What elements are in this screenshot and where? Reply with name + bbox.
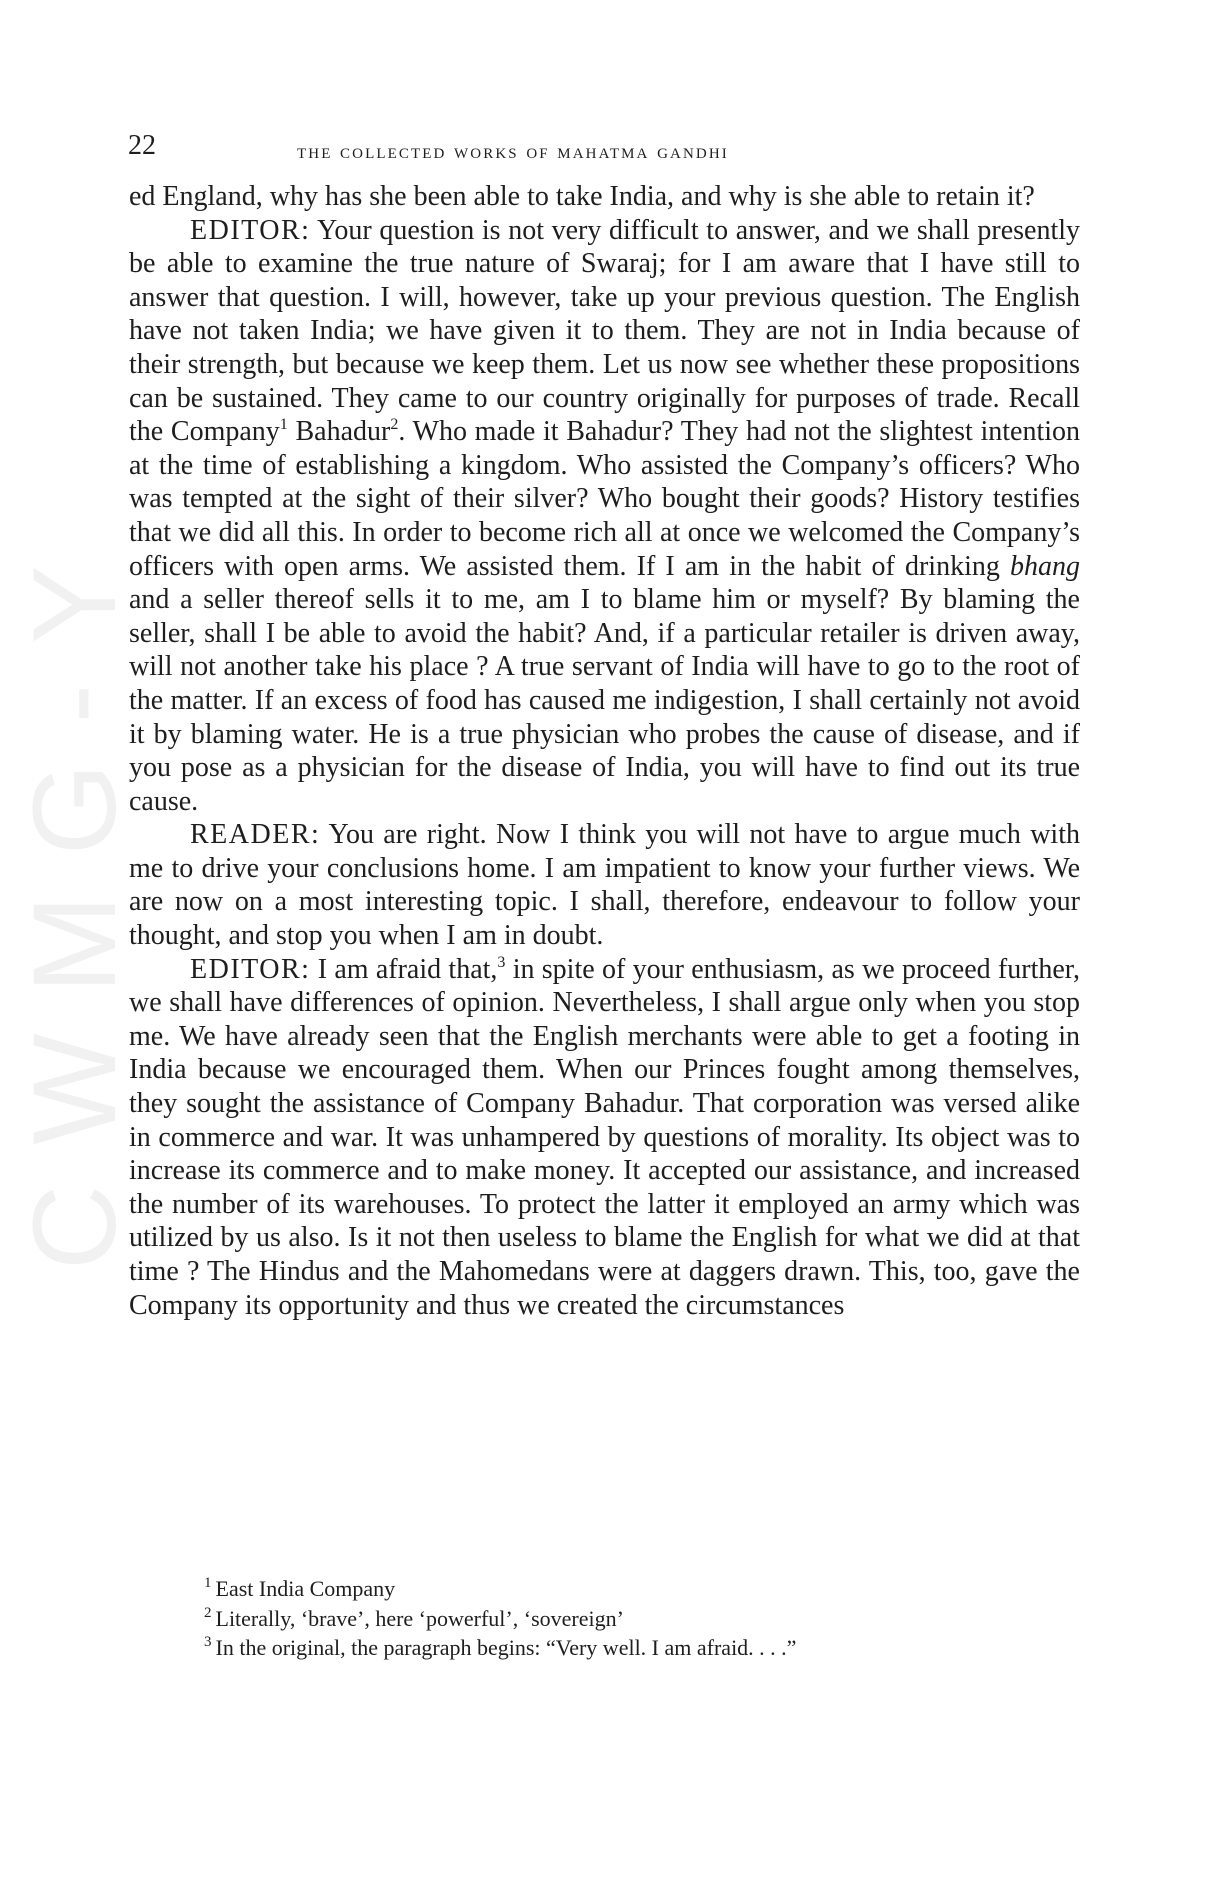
watermark: CWMG-Y xyxy=(9,525,141,1270)
page-number: 22 xyxy=(128,130,156,161)
footnote-marker: 3 xyxy=(204,1634,212,1650)
footnote-3 xyxy=(204,1633,1080,1663)
footnote-2 xyxy=(204,1604,1080,1634)
italic-term: bhang xyxy=(1010,550,1080,582)
paragraph-2 xyxy=(129,214,1080,819)
footnote-1 xyxy=(204,1574,1080,1604)
paragraph-3-text: You are right. Now I think you will not have to argue much with me to drive your conclusions home. I am impatient to know your further views. We are now on a most interesting topic. I shall, therefore, endeavour to follow your thought, and stop you when I am in doubt. xyxy=(129,819,1080,952)
paragraph-4-text-b: in spite of your enthusiasm, as we proceed further, we shall have differences of opinion. Nevertheless, I shall argue only when you stop me. We have already seen that the English merchants were able to get a footing in India because we encouraged them. When our Princes fought among themselves, they sought the assistance of Company Bahadur. That corporation was versed alike in commerce and war. It was unhampered by questions of morality. Its object was to increase its commerce and to make money. It accepted our assistance, and increased the number of its warehouses. To protect the latter it employed an army which was utilized by us also. Is it not then useless to blame the English for what we did at that time ? The Hindus and the Mahomedans were at daggers drawn. This, too, gave the Company its opportunity and thus we created the circumstances xyxy=(129,953,1080,1321)
footnote-ref-1: 1 xyxy=(279,416,288,434)
body-text xyxy=(129,180,1080,1322)
speaker-label: READER: xyxy=(190,819,321,851)
footnote-text: East India Company xyxy=(215,1576,396,1601)
footnote-marker: 2 xyxy=(204,1604,212,1621)
paragraph-2-text-b: Bahadur xyxy=(287,416,391,448)
paragraph-2-text-c: . Who made it Bahadur? They had not the slightest intention at the time of establishing a kingdom. Who assisted the Company’s officers? Who was tempted at the sight of their silver? Who bought their goods? History testifies that we did all this. In order to become rich all at once we welcomed the Company’s officers with open arms. We assisted them. If I am in the habit of drinking xyxy=(129,416,1081,582)
footnote-text: In the original, the paragraph begins: “Very well. I am afraid. . . .” xyxy=(215,1635,797,1660)
running-title: the collected works of mahatma gandhi xyxy=(297,138,729,163)
paragraph-4 xyxy=(129,953,1080,1323)
paragraph-2-text-d: and a seller thereof sells it to me, am I to blame him or myself? By blaming the seller, shall I be able to avoid the habit? And, if a particular retailer is driven away, will not another take his place ? A true servant of India will have to go to the root of the matter. If an excess of food has caused me indigestion, I shall certainly not avoid it by blaming water. He is a true physician who probes the cause of disease, and if you pose as a physician for the disease of India, you will have to find out its true cause. xyxy=(129,584,1080,817)
paragraph-2-text-a: Your question is not very difficult to answer, and we shall presently be able to examine the true nature of Swaraj; for I am aware that I have still to answer that question. I will, however, take up your previous question. The English have not taken India; we have given it to them. They are not in India because of their strength, but because we keep them. Let us now see whether these propositions can be sustained. They came to our country originally for purposes of trade. Recall the Company xyxy=(129,214,1080,448)
footnote-ref-2: 2 xyxy=(390,416,399,434)
running-head xyxy=(128,130,1079,170)
footnote-text: Literally, ‘brave’, here ‘powerful’, ‘sovereign’ xyxy=(215,1605,624,1631)
speaker-label: EDITOR: xyxy=(190,953,311,985)
paragraph-4-text-a: I am afraid that, xyxy=(310,953,498,985)
footnotes xyxy=(204,1574,1080,1663)
paragraph-3 xyxy=(129,818,1080,952)
footnote-marker: 1 xyxy=(204,1575,212,1591)
footnote-ref-3: 3 xyxy=(497,953,506,971)
paragraph-1: ed England, why has she been able to take India, and why is she able to retain it? xyxy=(129,181,1035,212)
speaker-label: EDITOR: xyxy=(190,214,311,246)
